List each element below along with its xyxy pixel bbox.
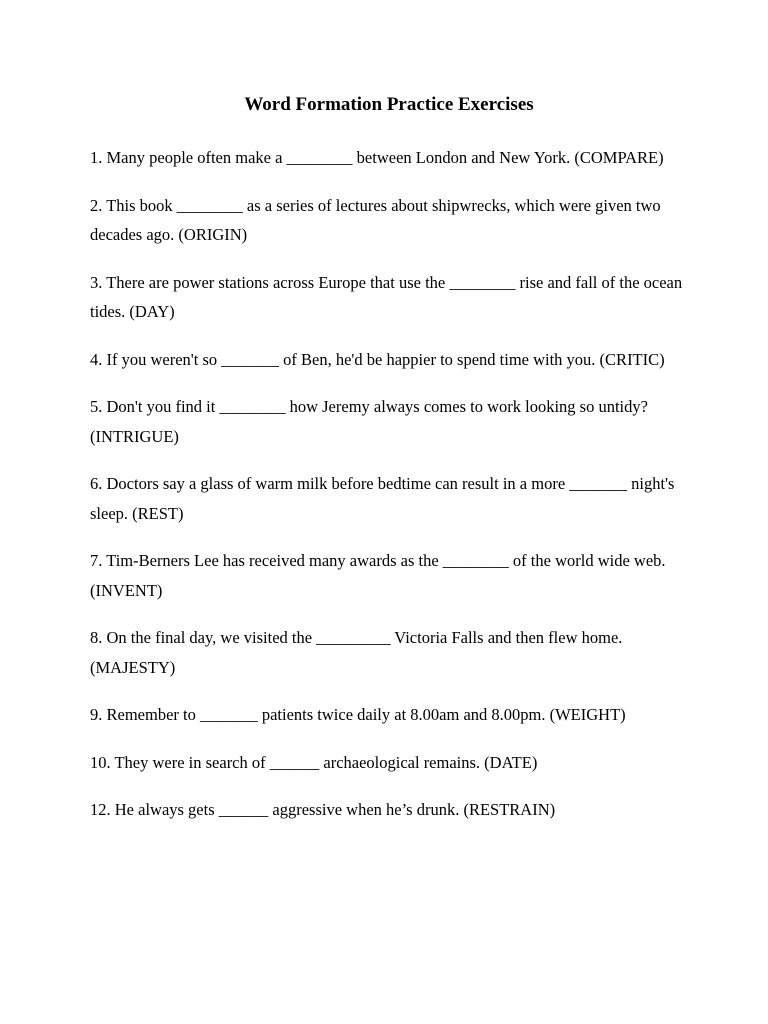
exercise-item: 1. Many people often make a ________ between London and New York. (COMPARE) — [90, 148, 664, 167]
exercise-item: 7. Tim-Berners Lee has received many awards as the ________ of the world wide web. (INVENT) — [90, 551, 666, 600]
exercise-item: 8. On the final day, we visited the _________ Victoria Falls and then flew home. (MAJESTY) — [90, 628, 623, 677]
exercise-item: 10. They were in search of ______ archaeological remains. (DATE) — [90, 752, 538, 772]
exercise-item: 5. Don't you find it ________ how Jeremy always comes to work looking so untidy? (INTRIGUE) — [90, 397, 648, 446]
exercise-item: 6. Doctors say a glass of warm milk before bedtime can result in a more _______ night's sleep. (REST) — [90, 474, 675, 523]
exercise-item: 12. He always gets ______ aggressive when he’s drunk. (RESTRAIN) — [90, 800, 556, 819]
exercise-list — [90, 143, 690, 843]
page-title: Word Formation Practice Exercises — [244, 94, 534, 115]
exercise-item: 9. Remember to _______ patients twice daily at 8.00am and 8.00pm. (WEIGHT) — [90, 705, 626, 724]
exercise-item: 4. If you weren't so _______ of Ben, he'd be happier to spend time with you. (CRITIC) — [90, 349, 665, 369]
exercise-item: 2. This book ________ as a series of lectures about shipwrecks, which were given two decades ago. (ORIGIN) — [90, 195, 661, 244]
exercise-item: 3. There are power stations across Europe that use the ________ rise and fall of the ocean tides. (DAY) — [90, 272, 683, 321]
